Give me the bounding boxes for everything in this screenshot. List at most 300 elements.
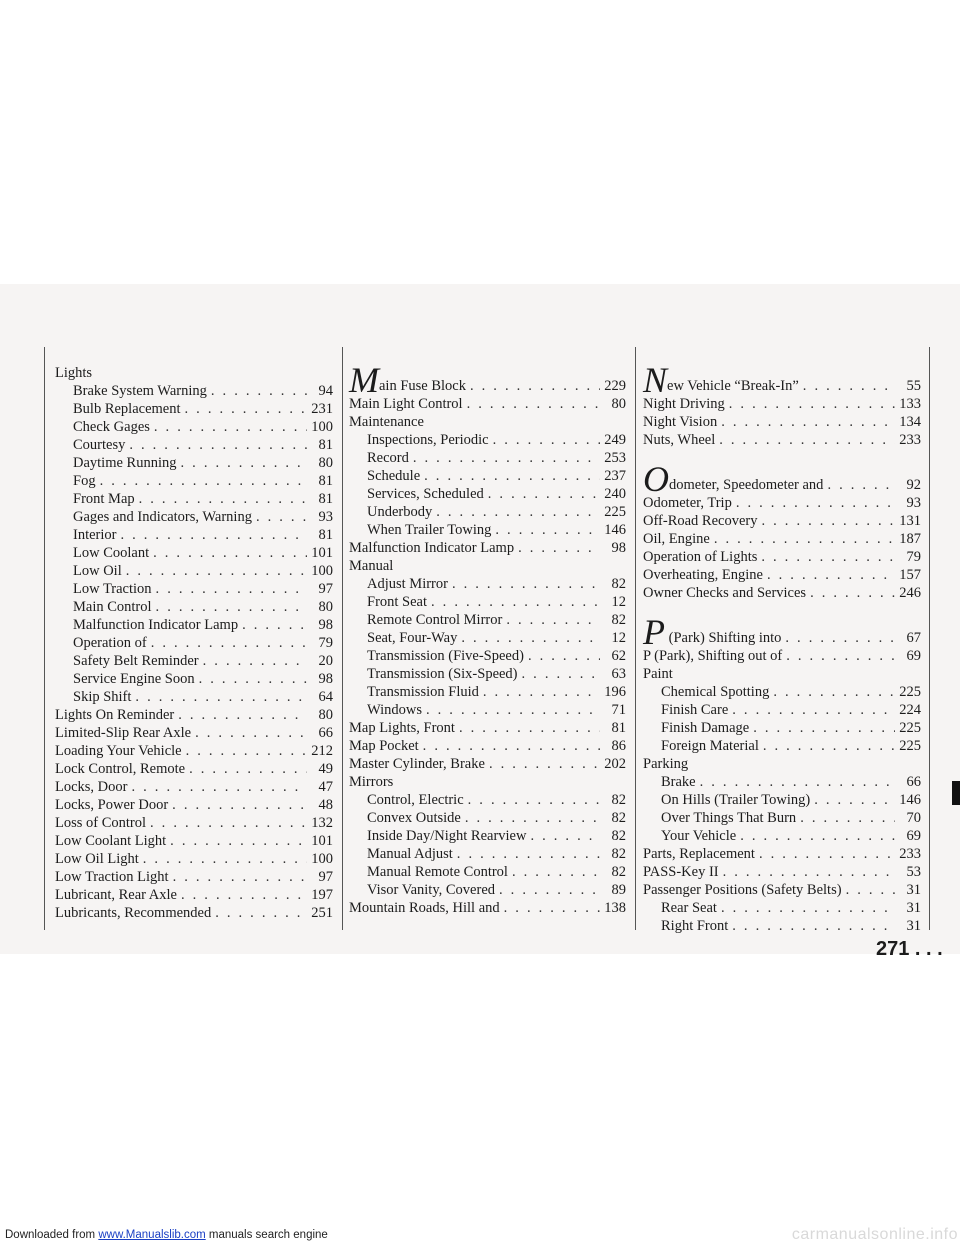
index-entry bbox=[643, 395, 921, 413]
dot-leader bbox=[154, 418, 307, 436]
entry-label: Adjust Mirror bbox=[367, 576, 448, 592]
entry-label: Service Engine Soon bbox=[73, 671, 195, 687]
entry-label: When Trailer Towing bbox=[367, 522, 492, 538]
entry-label: Lubricants, Recommended bbox=[55, 905, 212, 921]
index-entry bbox=[643, 413, 921, 431]
index-entry bbox=[643, 530, 921, 548]
page-ref: 225 bbox=[899, 738, 921, 754]
page-ref: 66 bbox=[906, 774, 921, 790]
page-ref: 253 bbox=[604, 450, 626, 466]
dot-leader bbox=[468, 791, 600, 809]
dot-leader bbox=[732, 917, 895, 935]
entry-label bbox=[349, 360, 466, 400]
entry-label: Locks, Door bbox=[55, 779, 128, 795]
entry-label: Finish Care bbox=[661, 702, 729, 718]
index-entry bbox=[643, 845, 921, 863]
page-ref: 100 bbox=[311, 419, 333, 435]
index-subentry bbox=[349, 521, 626, 539]
index-heading: Lights bbox=[55, 365, 93, 381]
entry-label: Passenger Positions (Safety Belts) bbox=[643, 882, 842, 898]
dot-leader bbox=[256, 508, 307, 526]
entry-label: Lights On Reminder bbox=[55, 707, 175, 723]
page-ref: 31 bbox=[906, 900, 921, 916]
dot-leader bbox=[721, 413, 895, 431]
page-ref: 97 bbox=[318, 869, 333, 885]
entry-label: On Hills (Trailer Towing) bbox=[661, 792, 811, 808]
entry-label: Off-Road Recovery bbox=[643, 513, 758, 529]
page-ref: 62 bbox=[611, 648, 626, 664]
dot-leader bbox=[242, 616, 307, 634]
index-entry bbox=[349, 360, 626, 400]
page-ref: 225 bbox=[899, 720, 921, 736]
entry-label: Lock Control, Remote bbox=[55, 761, 186, 777]
dot-leader bbox=[126, 562, 307, 580]
index-entry bbox=[349, 755, 626, 773]
page-ref: 98 bbox=[318, 617, 333, 633]
dot-leader bbox=[181, 886, 307, 904]
index-subentry bbox=[55, 400, 333, 418]
page-ref: 80 bbox=[318, 599, 333, 615]
page-ref: 79 bbox=[906, 549, 921, 565]
index-subentry bbox=[349, 467, 626, 485]
section-gap bbox=[643, 449, 921, 463]
page-ref: 66 bbox=[318, 725, 333, 741]
page-ref: 132 bbox=[311, 815, 333, 831]
dot-leader bbox=[732, 701, 895, 719]
index-subentry bbox=[55, 562, 333, 580]
entry-label: Foreign Material bbox=[661, 738, 759, 754]
page-ref: 93 bbox=[318, 509, 333, 525]
dot-leader bbox=[151, 634, 307, 652]
page-ref: 100 bbox=[311, 851, 333, 867]
index-entry bbox=[643, 881, 921, 899]
dot-leader bbox=[762, 512, 896, 530]
entry-label: Interior bbox=[73, 527, 117, 543]
index-subentry bbox=[349, 683, 626, 701]
page-ref: 55 bbox=[906, 378, 921, 394]
entry-label: Nuts, Wheel bbox=[643, 432, 716, 448]
column-rule-1 bbox=[342, 347, 343, 930]
dot-leader bbox=[189, 760, 307, 778]
index-subentry bbox=[55, 508, 333, 526]
index-entry bbox=[55, 778, 333, 796]
index-entry bbox=[349, 539, 626, 557]
entry-label: Seat, Four-Way bbox=[367, 630, 458, 646]
index-column-2 bbox=[349, 360, 626, 917]
entry-label: Schedule bbox=[367, 468, 421, 484]
page-ref: 64 bbox=[318, 689, 333, 705]
entry-label: Right Front bbox=[661, 918, 729, 934]
index-subentry bbox=[55, 652, 333, 670]
page-ref: 146 bbox=[604, 522, 626, 538]
index-subentry bbox=[55, 616, 333, 634]
page-ref: 79 bbox=[318, 635, 333, 651]
section-initial: M bbox=[349, 360, 379, 400]
entry-label: Inspections, Periodic bbox=[367, 432, 489, 448]
page-ref: 93 bbox=[906, 495, 921, 511]
index-subentry bbox=[55, 472, 333, 490]
index-subentry bbox=[349, 485, 626, 503]
page-ref: 237 bbox=[604, 468, 626, 484]
index-entry bbox=[55, 904, 333, 922]
index-entry bbox=[643, 512, 921, 530]
dot-leader bbox=[740, 827, 895, 845]
dot-leader bbox=[700, 773, 895, 791]
entry-label: Low Oil bbox=[73, 563, 122, 579]
dot-leader bbox=[467, 395, 600, 413]
dot-leader bbox=[761, 548, 895, 566]
entry-label bbox=[643, 612, 782, 652]
entry-label: Night Driving bbox=[643, 396, 725, 412]
page-ref: 233 bbox=[899, 432, 921, 448]
entry-label: Limited-Slip Rear Axle bbox=[55, 725, 192, 741]
entry-label: Locks, Power Door bbox=[55, 797, 169, 813]
page-ref: 81 bbox=[318, 527, 333, 543]
dot-leader bbox=[452, 575, 600, 593]
manualslib-link[interactable]: www.Manualslib.com bbox=[98, 1229, 206, 1241]
page-ref: 53 bbox=[906, 864, 921, 880]
page-ref: 81 bbox=[318, 491, 333, 507]
index-subentry bbox=[55, 544, 333, 562]
page-ref: 20 bbox=[318, 653, 333, 669]
page-ref: 133 bbox=[899, 396, 921, 412]
page-ref: 229 bbox=[604, 378, 626, 394]
entry-label: Bulb Replacement bbox=[73, 401, 181, 417]
dot-leader bbox=[827, 476, 895, 494]
entry-label: Check Gages bbox=[73, 419, 150, 435]
page-ref: 82 bbox=[611, 612, 626, 628]
dot-leader bbox=[170, 832, 307, 850]
page-ref: 246 bbox=[899, 585, 921, 601]
page-ref: 187 bbox=[899, 531, 921, 547]
entry-label: Odometer, Trip bbox=[643, 495, 732, 511]
page-ref: 82 bbox=[611, 792, 626, 808]
index-subentry bbox=[55, 670, 333, 688]
index-entry bbox=[643, 431, 921, 449]
footer-prefix: Downloaded from bbox=[5, 1229, 99, 1241]
index-subentry bbox=[349, 629, 626, 647]
index-entry bbox=[349, 737, 626, 755]
entry-label: Loading Your Vehicle bbox=[55, 743, 182, 759]
dot-leader bbox=[522, 665, 600, 683]
index-subentry bbox=[55, 634, 333, 652]
index-subentry bbox=[643, 827, 921, 845]
page-ref: 12 bbox=[611, 594, 626, 610]
entry-label: Loss of Control bbox=[55, 815, 147, 831]
page-ref: 81 bbox=[318, 437, 333, 453]
index-subentry bbox=[55, 382, 333, 400]
entry-label: Malfunction Indicator Lamp bbox=[73, 617, 239, 633]
entry-label: Visor Vanity, Covered bbox=[367, 882, 496, 898]
page-ref: 101 bbox=[311, 545, 333, 561]
dot-leader bbox=[211, 382, 307, 400]
entry-label: Mountain Roads, Hill and bbox=[349, 900, 500, 916]
page-number: 271 . . . bbox=[876, 938, 943, 960]
index-entry bbox=[55, 814, 333, 832]
entry-label-rest: ain Fuse Block bbox=[379, 378, 466, 394]
entry-label: Parts, Replacement bbox=[643, 846, 755, 862]
page-ref: 80 bbox=[611, 396, 626, 412]
index-subentry bbox=[349, 791, 626, 809]
entry-label: Master Cylinder, Brake bbox=[349, 756, 485, 772]
page-ref: 157 bbox=[899, 567, 921, 583]
page-ref: 98 bbox=[318, 671, 333, 687]
index-subentry bbox=[349, 701, 626, 719]
page-ref: 224 bbox=[899, 702, 921, 718]
index-heading: Manual bbox=[349, 558, 394, 574]
section-initial: P bbox=[643, 612, 665, 652]
entry-label: Operation of Lights bbox=[643, 549, 758, 565]
page-ref: 212 bbox=[311, 743, 333, 759]
entry-label: Underbody bbox=[367, 504, 433, 520]
index-subentry bbox=[349, 827, 626, 845]
entry-label: Inside Day/Night Rearview bbox=[367, 828, 527, 844]
index-entry bbox=[349, 899, 626, 917]
entry-label: Low Coolant bbox=[73, 545, 150, 561]
entry-label: Overheating, Engine bbox=[643, 567, 763, 583]
page-ref: 86 bbox=[611, 738, 626, 754]
column-rule-right bbox=[929, 347, 930, 930]
page-ref: 67 bbox=[906, 630, 921, 646]
page-ref: 225 bbox=[899, 684, 921, 700]
dot-leader bbox=[129, 436, 307, 454]
page-ref: 101 bbox=[311, 833, 333, 849]
page-ref: 69 bbox=[906, 648, 921, 664]
dot-leader bbox=[173, 868, 307, 886]
page-ref: 80 bbox=[318, 707, 333, 723]
dot-leader bbox=[785, 629, 895, 647]
page-ref: 48 bbox=[318, 797, 333, 813]
dot-leader bbox=[459, 719, 600, 737]
entry-label: Low Oil Light bbox=[55, 851, 139, 867]
column-rule-left bbox=[44, 347, 45, 930]
index-entry bbox=[643, 360, 921, 400]
section-gap bbox=[643, 602, 921, 616]
page-ref: 31 bbox=[906, 918, 921, 934]
dot-leader bbox=[719, 431, 895, 449]
entry-label bbox=[643, 459, 824, 499]
page-ref: 69 bbox=[906, 828, 921, 844]
entry-label: Finish Damage bbox=[661, 720, 750, 736]
index-subentry bbox=[643, 809, 921, 827]
index-entry bbox=[55, 742, 333, 760]
index-subentry bbox=[349, 863, 626, 881]
index-entry bbox=[55, 760, 333, 778]
page-ref: 70 bbox=[906, 810, 921, 826]
page-ref: 63 bbox=[611, 666, 626, 682]
page-ref: 94 bbox=[318, 383, 333, 399]
entry-label: Night Vision bbox=[643, 414, 718, 430]
index-subentry bbox=[349, 575, 626, 593]
entry-label: Lubricant, Rear Axle bbox=[55, 887, 177, 903]
page-ref: 98 bbox=[611, 540, 626, 556]
dot-leader bbox=[186, 742, 307, 760]
index-heading: Mirrors bbox=[349, 774, 394, 790]
index-subentry bbox=[643, 773, 921, 791]
dot-leader bbox=[457, 845, 600, 863]
dot-leader bbox=[528, 647, 600, 665]
dot-leader bbox=[465, 809, 600, 827]
page-ref: 100 bbox=[311, 563, 333, 579]
watermark: carmanualsonline.info bbox=[791, 1226, 958, 1243]
index-subentry bbox=[55, 598, 333, 616]
index-subentry bbox=[643, 701, 921, 719]
entry-label: Brake bbox=[661, 774, 696, 790]
entry-label: Front Seat bbox=[367, 594, 428, 610]
page-ref: 233 bbox=[899, 846, 921, 862]
entry-label: Map Lights, Front bbox=[349, 720, 455, 736]
column-rule-2 bbox=[635, 347, 636, 930]
index-entry bbox=[643, 494, 921, 512]
index-subentry bbox=[349, 665, 626, 683]
index-entry bbox=[55, 868, 333, 886]
entry-label: Owner Checks and Services bbox=[643, 585, 807, 601]
entry-label: Services, Scheduled bbox=[367, 486, 484, 502]
index-subentry bbox=[55, 580, 333, 598]
dot-leader bbox=[195, 724, 307, 742]
page-ref: 97 bbox=[318, 581, 333, 597]
index-subentry bbox=[349, 809, 626, 827]
dot-leader bbox=[100, 472, 307, 490]
page-ref: 81 bbox=[611, 720, 626, 736]
dot-leader bbox=[135, 688, 307, 706]
index-subentry bbox=[643, 737, 921, 755]
index-entry bbox=[55, 724, 333, 742]
index-entry bbox=[643, 566, 921, 584]
page-ref: 92 bbox=[906, 477, 921, 493]
dot-leader bbox=[814, 791, 895, 809]
entry-label: Skip Shift bbox=[73, 689, 132, 705]
dot-leader bbox=[470, 377, 600, 395]
entry-label: Gages and Indicators, Warning bbox=[73, 509, 252, 525]
dot-leader bbox=[767, 566, 895, 584]
page-ref: 31 bbox=[906, 882, 921, 898]
footer-suffix: manuals search engine bbox=[205, 1229, 328, 1241]
dot-leader bbox=[729, 395, 895, 413]
dot-leader bbox=[139, 490, 307, 508]
dot-leader bbox=[803, 377, 895, 395]
page-ref: 82 bbox=[611, 864, 626, 880]
dot-leader bbox=[493, 431, 600, 449]
index-column-1 bbox=[55, 364, 333, 922]
index-subentry bbox=[349, 845, 626, 863]
entry-label: Brake System Warning bbox=[73, 383, 207, 399]
dot-leader bbox=[185, 400, 307, 418]
dot-leader bbox=[736, 494, 895, 512]
page-ref: 12 bbox=[611, 630, 626, 646]
index-entry bbox=[55, 796, 333, 814]
section-initial: N bbox=[643, 360, 668, 400]
dot-leader bbox=[436, 503, 600, 521]
entry-label bbox=[643, 360, 799, 400]
entry-label: Chemical Spotting bbox=[661, 684, 770, 700]
dot-leader bbox=[461, 629, 600, 647]
page-ref: 231 bbox=[311, 401, 333, 417]
entry-label: Main Light Control bbox=[349, 396, 463, 412]
page-ref: 49 bbox=[318, 761, 333, 777]
dot-leader bbox=[172, 796, 307, 814]
dot-leader bbox=[215, 904, 307, 922]
dot-leader bbox=[846, 881, 895, 899]
entry-label: Transmission (Six-Speed) bbox=[367, 666, 518, 682]
page-ref: 131 bbox=[899, 513, 921, 529]
dot-leader bbox=[530, 827, 600, 845]
index-heading: Paint bbox=[643, 666, 673, 682]
dot-leader bbox=[120, 526, 307, 544]
index-heading: Parking bbox=[643, 756, 689, 772]
dot-leader bbox=[203, 652, 307, 670]
entry-label: Main Control bbox=[73, 599, 152, 615]
dot-leader bbox=[150, 814, 307, 832]
index-entry bbox=[643, 647, 921, 665]
page-ref: 146 bbox=[899, 792, 921, 808]
index-entry bbox=[55, 706, 333, 724]
index-subentry bbox=[349, 503, 626, 521]
page-ref: 202 bbox=[604, 756, 626, 772]
index-subentry bbox=[643, 899, 921, 917]
index-entry bbox=[349, 395, 626, 413]
dot-leader bbox=[518, 539, 600, 557]
dot-leader bbox=[181, 454, 307, 472]
page-ref: 196 bbox=[604, 684, 626, 700]
entry-label: Daytime Running bbox=[73, 455, 177, 471]
dot-leader bbox=[132, 778, 308, 796]
entry-label: P (Park), Shifting out of bbox=[643, 648, 783, 664]
entry-label: Transmission (Five-Speed) bbox=[367, 648, 524, 664]
entry-label: Convex Outside bbox=[367, 810, 461, 826]
entry-label: Safety Belt Reminder bbox=[73, 653, 199, 669]
index-subentry bbox=[349, 449, 626, 467]
dot-leader bbox=[512, 863, 600, 881]
entry-label: Your Vehicle bbox=[661, 828, 737, 844]
dot-leader bbox=[489, 755, 600, 773]
dot-leader bbox=[810, 584, 895, 602]
dot-leader bbox=[506, 611, 600, 629]
page-ref: 89 bbox=[611, 882, 626, 898]
page-ref: 80 bbox=[318, 455, 333, 471]
entry-label: Record bbox=[367, 450, 409, 466]
page-ref: 197 bbox=[311, 887, 333, 903]
entry-label: Manual Adjust bbox=[367, 846, 453, 862]
index-entry bbox=[643, 459, 921, 499]
entry-label: Operation of bbox=[73, 635, 147, 651]
entry-label: Malfunction Indicator Lamp bbox=[349, 540, 515, 556]
index-subentry bbox=[349, 593, 626, 611]
entry-label: PASS-Key II bbox=[643, 864, 719, 880]
entry-label: Courtesy bbox=[73, 437, 126, 453]
page-ref: 225 bbox=[604, 504, 626, 520]
dot-leader bbox=[499, 881, 600, 899]
dot-leader bbox=[786, 647, 895, 665]
dot-leader bbox=[483, 683, 600, 701]
entry-label: Oil, Engine bbox=[643, 531, 710, 547]
dot-leader bbox=[156, 598, 307, 616]
index-subentry bbox=[55, 490, 333, 508]
page-ref: 240 bbox=[604, 486, 626, 502]
index-subentry bbox=[55, 418, 333, 436]
page-ref: 82 bbox=[611, 810, 626, 826]
index-heading: Maintenance bbox=[349, 414, 424, 430]
dot-leader bbox=[143, 850, 307, 868]
dot-leader bbox=[495, 521, 600, 539]
entry-label: Front Map bbox=[73, 491, 135, 507]
dot-leader bbox=[759, 845, 895, 863]
dot-leader bbox=[721, 899, 895, 917]
index-entry bbox=[55, 886, 333, 904]
index-entry bbox=[55, 832, 333, 850]
entry-label-rest: (Park) Shifting into bbox=[665, 630, 782, 646]
index-subentry bbox=[349, 881, 626, 899]
